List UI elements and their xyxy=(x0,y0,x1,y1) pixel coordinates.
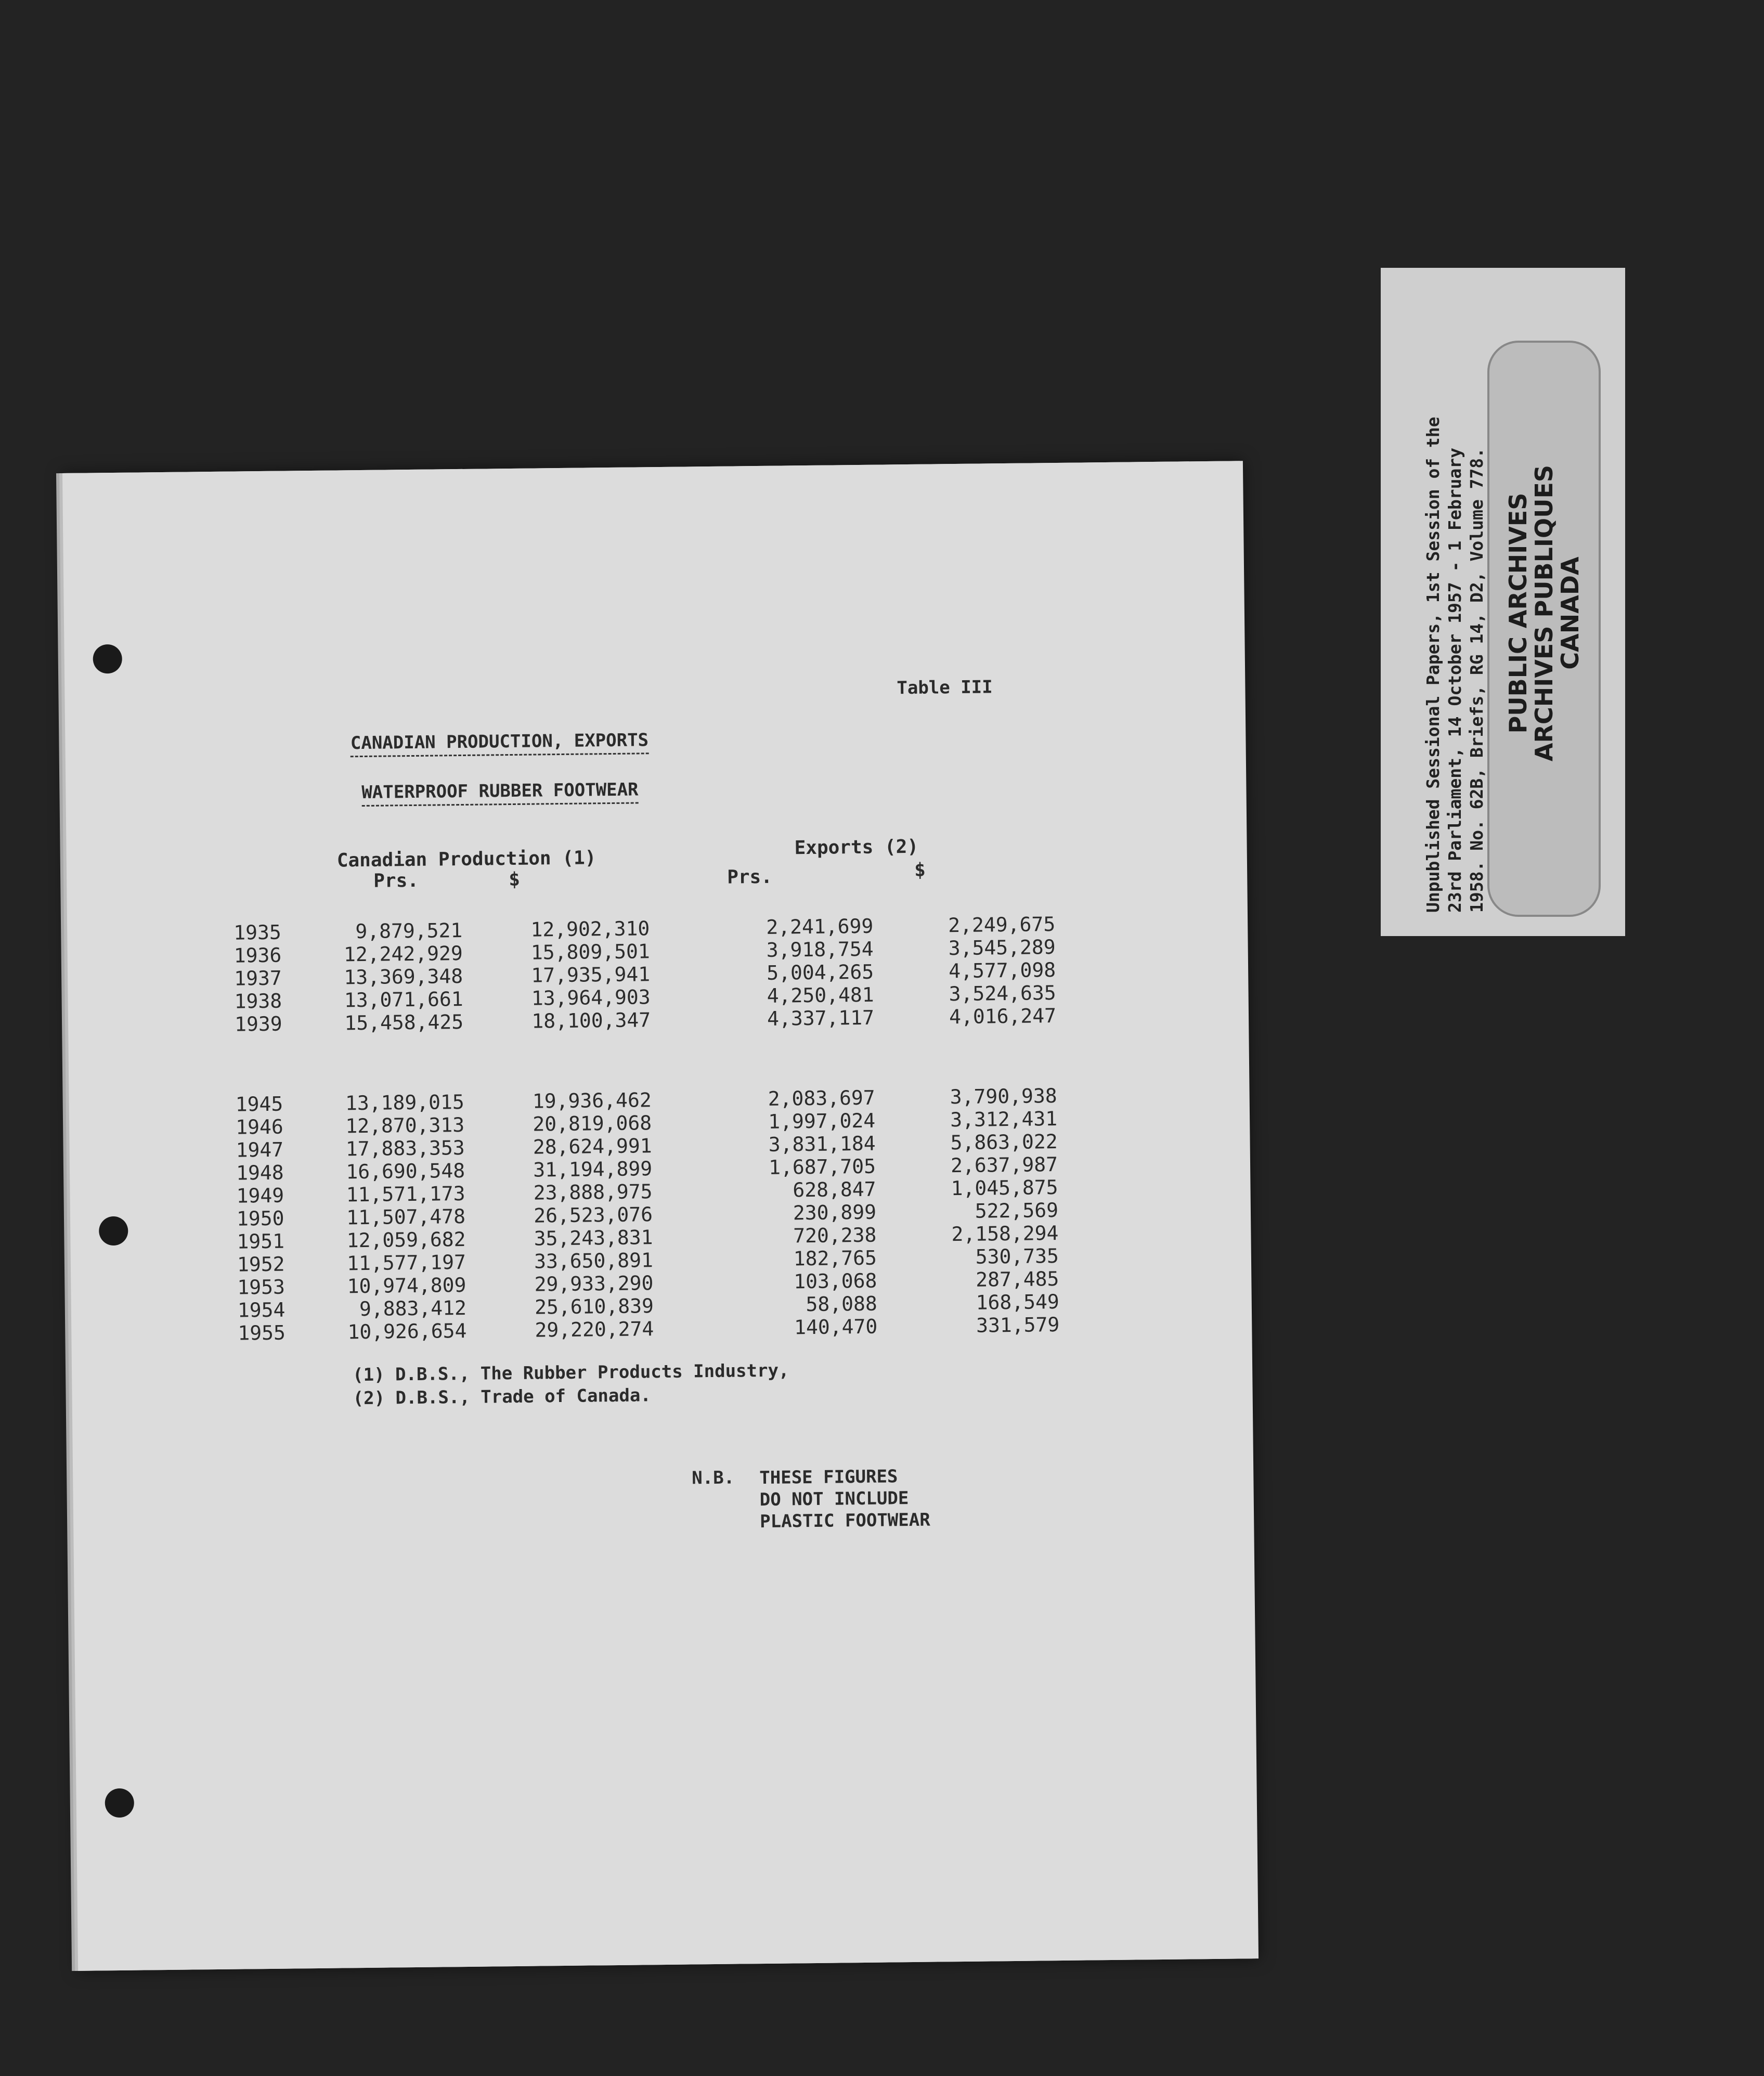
cell-exp-dol: 3,312,431 xyxy=(950,1107,1058,1132)
cell-prod-dol: 17,935,941 xyxy=(531,963,651,987)
cell-prod-dol: 20,819,068 xyxy=(533,1111,652,1136)
cell-prod-dol: 29,220,274 xyxy=(535,1317,654,1342)
production-prs-header: Prs. xyxy=(373,870,419,892)
cell-prod-dol: 13,964,903 xyxy=(531,985,651,1010)
production-header: Canadian Production (1) xyxy=(336,847,596,872)
cell-year: 1951 xyxy=(237,1229,285,1253)
cell-prod-prs: 16,690,548 xyxy=(346,1159,465,1184)
cell-exp-prs: 4,250,481 xyxy=(767,983,874,1007)
cell-year: 1949 xyxy=(236,1184,284,1208)
table-number: Table III xyxy=(897,677,993,699)
cell-prod-prs: 13,071,661 xyxy=(344,987,463,1012)
citation-line: Unpublished Sessional Papers, 1st Session of the xyxy=(1423,417,1443,913)
document-page xyxy=(62,461,1259,1971)
cell-exp-prs: 3,918,754 xyxy=(766,937,874,962)
cell-year: 1938 xyxy=(234,989,282,1013)
nb-line: THESE FIGURES xyxy=(759,1466,898,1489)
cell-year: 1939 xyxy=(234,1012,282,1036)
cell-exp-dol: 522,569 xyxy=(975,1199,1059,1223)
cell-prod-prs: 17,883,353 xyxy=(345,1136,465,1161)
cell-year: 1937 xyxy=(234,966,282,990)
cell-prod-prs: 13,369,348 xyxy=(344,964,463,989)
cell-exp-prs: 2,083,697 xyxy=(768,1086,875,1110)
nb-line: DO NOT INCLUDE xyxy=(759,1488,909,1511)
cell-prod-dol: 23,888,975 xyxy=(533,1180,653,1204)
cell-exp-dol: 331,579 xyxy=(976,1313,1060,1337)
cell-year: 1945 xyxy=(235,1092,283,1116)
cell-exp-dol: 4,577,098 xyxy=(948,958,1056,983)
punch-hole xyxy=(99,1216,128,1246)
cell-year: 1935 xyxy=(234,920,282,944)
archive-citation xyxy=(1422,289,1488,913)
cell-prod-prs: 12,242,929 xyxy=(343,941,463,966)
cell-exp-prs: 2,241,699 xyxy=(766,914,874,939)
footnote: (2) D.B.S., Trade of Canada. xyxy=(353,1385,651,1409)
cell-exp-prs: 4,337,117 xyxy=(767,1006,875,1030)
cell-prod-prs: 11,571,173 xyxy=(346,1182,465,1206)
citation-line: 1958. No. 62B, Briefs, RG 14, D2, Volume 778. xyxy=(1467,447,1487,913)
cell-exp-prs: 230,899 xyxy=(793,1200,877,1225)
cell-prod-prs: 10,974,809 xyxy=(347,1273,466,1298)
cell-exp-prs: 1,687,705 xyxy=(768,1154,876,1179)
cell-exp-prs: 182,765 xyxy=(793,1246,877,1270)
punch-hole xyxy=(105,1788,134,1818)
cell-prod-prs: 15,458,425 xyxy=(344,1010,464,1035)
cell-exp-dol: 1,045,875 xyxy=(951,1176,1058,1200)
cell-prod-dol: 18,100,347 xyxy=(531,1008,651,1033)
cell-year: 1936 xyxy=(234,943,282,967)
cell-prod-dol: 19,936,462 xyxy=(532,1088,652,1113)
cell-exp-dol: 2,158,294 xyxy=(951,1222,1059,1246)
cell-prod-dol: 29,933,290 xyxy=(534,1271,654,1296)
cell-prod-prs: 10,926,654 xyxy=(347,1319,467,1344)
nb-note xyxy=(759,1465,930,1533)
exports-dollar-header: $ xyxy=(914,859,926,881)
cell-exp-dol: 3,524,635 xyxy=(949,981,1056,1006)
cell-prod-dol: 33,650,891 xyxy=(534,1249,654,1273)
cell-exp-prs: 628,847 xyxy=(793,1177,876,1202)
cell-exp-prs: 140,470 xyxy=(794,1315,878,1339)
exports-prs-header: Prs. xyxy=(727,866,773,888)
punch-hole xyxy=(93,644,122,674)
cell-year: 1954 xyxy=(237,1298,286,1322)
table-subtitle: WATERPROOF RUBBER FOOTWEAR xyxy=(0,774,1091,808)
footnote: (1) D.B.S., The Rubber Products Industry, xyxy=(352,1360,789,1386)
stamp-line: ARCHIVES PUBLIQUES xyxy=(1530,464,1558,762)
production-dollar-header: $ xyxy=(509,868,521,891)
cell-prod-dol: 31,194,899 xyxy=(533,1157,653,1182)
cell-prod-prs: 9,879,521 xyxy=(355,918,463,943)
cell-prod-dol: 28,624,991 xyxy=(533,1134,652,1159)
cell-exp-prs: 103,068 xyxy=(793,1269,877,1293)
exports-header: Exports (2) xyxy=(794,836,919,859)
cell-year: 1946 xyxy=(235,1115,283,1139)
stamp-line: PUBLIC ARCHIVES xyxy=(1504,492,1532,734)
cell-exp-prs: 3,831,184 xyxy=(768,1132,876,1156)
cell-prod-prs: 9,883,412 xyxy=(359,1296,467,1321)
archive-label xyxy=(1381,268,1625,936)
cell-year: 1947 xyxy=(236,1138,284,1162)
cell-exp-prs: 58,088 xyxy=(806,1292,878,1316)
cell-prod-dol: 25,610,839 xyxy=(534,1294,654,1319)
cell-prod-dol: 15,809,501 xyxy=(530,940,650,964)
cell-exp-dol: 530,735 xyxy=(975,1244,1059,1268)
archive-stamp xyxy=(1487,341,1601,917)
citation-line: 23rd Parliament, 14 October 1957 - 1 February xyxy=(1445,447,1465,913)
cell-exp-dol: 5,863,022 xyxy=(950,1130,1058,1154)
cell-prod-prs: 11,577,197 xyxy=(346,1250,466,1275)
cell-prod-dol: 35,243,831 xyxy=(534,1226,653,1250)
cell-exp-prs: 720,238 xyxy=(793,1223,877,1248)
cell-prod-prs: 12,059,682 xyxy=(346,1227,466,1252)
stamp-line: CANADA xyxy=(1556,556,1584,670)
cell-exp-dol: 2,249,675 xyxy=(948,913,1056,937)
cell-prod-dol: 12,902,310 xyxy=(530,917,650,941)
nb-label: N.B. xyxy=(692,1467,735,1489)
cell-year: 1950 xyxy=(236,1206,284,1230)
cell-exp-dol: 4,016,247 xyxy=(949,1004,1057,1029)
cell-prod-prs: 11,507,478 xyxy=(346,1204,466,1229)
cell-exp-prs: 1,997,024 xyxy=(768,1109,876,1133)
table-title: CANADIAN PRODUCTION, EXPORTS xyxy=(0,725,1090,758)
cell-year: 1952 xyxy=(237,1252,285,1276)
cell-prod-prs: 12,870,313 xyxy=(345,1113,465,1138)
cell-prod-prs: 13,189,015 xyxy=(345,1090,464,1115)
cell-exp-prs: 5,004,265 xyxy=(766,960,874,984)
cell-exp-dol: 2,637,987 xyxy=(950,1153,1058,1177)
cell-exp-dol: 3,545,289 xyxy=(948,936,1056,960)
cell-exp-dol: 168,549 xyxy=(976,1290,1060,1314)
nb-line: PLASTIC FOOTWEAR xyxy=(759,1509,930,1533)
cell-year: 1955 xyxy=(238,1321,286,1345)
cell-exp-dol: 287,485 xyxy=(975,1267,1059,1291)
cell-prod-dol: 26,523,076 xyxy=(533,1203,653,1227)
cell-year: 1948 xyxy=(236,1161,284,1185)
cell-year: 1953 xyxy=(237,1275,286,1299)
stamp-text xyxy=(1505,416,1583,811)
cell-exp-dol: 3,790,938 xyxy=(950,1084,1057,1109)
